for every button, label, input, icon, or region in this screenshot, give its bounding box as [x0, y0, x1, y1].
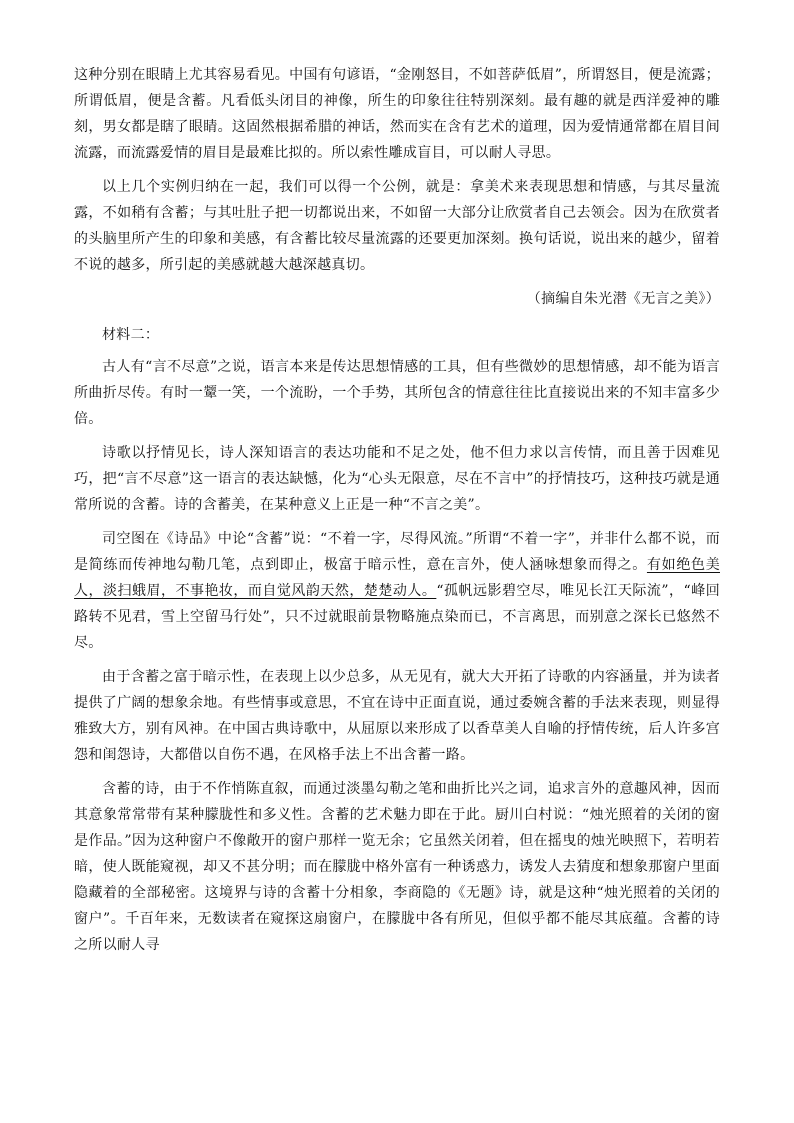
material2-heading: 材料二： [102, 327, 160, 343]
material1-source: （摘编自朱光潜《无言之美》） [526, 291, 720, 307]
material1-paragraph-2: 以上几个实例归纳在一起，我们可以得一个公例，就是：拿美术来表现思想和情感，与其尽量流露，不如稍有含蓄；与其吐肚子把一切都说出来，不如留一大部分让欣赏者自己去领会。因为在欣赏者的头脑里所产生的印象和美感，有含蓄比较尽量流露的还要更加深刻。换句话说，说出来的越少，留着不说的越多，所引起的美感就越大越深越真切。 [74, 179, 720, 273]
material2-paragraph-2: 诗歌以抒情见长，诗人深知语言的表达功能和不足之处，他不但力求以言传情，而且善于因难见巧，把“言不尽意”这一语言的表达缺憾，化为“心头无限意，尽在不言中”的抒情技巧，这种技巧就是通常所说的含蓄。诗的含蓄美，在某种意义上正是一种“不言之美”。 [74, 445, 720, 513]
underlined-sentence: 有如绝色美人，淡扫蛾眉，不事艳妆，而自觉风韵天然，楚楚动人。 [74, 557, 720, 599]
paragraph-3-text-before: 司空图在《诗品》中论“含蓄”说：“不着一字，尽得风流。”所谓“不着一字”，并非什么都不说，而是简练而传神地勾勒几笔，点到即止，极富于暗示性，意在言外，使人涵咏想象而得之。 [74, 531, 720, 573]
material2-paragraph-4: 由于含蓄之富于暗示性，在表现上以少总多，从无见有，就大大开拓了诗歌的内容涵量，并为读者提供了广阔的想象余地。有些情事或意思，不宜在诗中正面直说，通过委婉含蓄的手法来表现，则显得雅致大方，别有风神。在中国古典诗歌中，从屈原以来形成了以香草美人自喻的抒情传统，后人许多宫怨和闺怨诗，大都借以自伤不遇，在风格手法上不出含蓄一路。 [74, 669, 720, 763]
material2-paragraph-5: 含蓄的诗，由于不作悄陈直叙，而通过淡墨勾勒之笔和曲折比兴之词，追求言外的意趣风神，因而其意象常常带有某种朦胧性和多义性。含蓄的艺术魅力即在于此。厨川白村说：“烛光照着的关闭的窗是作品。”因为这种窗户不像敞开的窗户那样一览无余；它虽然关闭着，但在摇曳的烛光映照下，若明若暗，使人既能窥视，却又不甚分明；而在朦胧中格外富有一种诱惑力，诱发人去猜度和想象那窗户里面隐藏着的全部秘密。这境界与诗的含蓄十分相象，李商隐的《无题》诗，就是这种“烛光照着的关闭的窗户”。千百年来，无数读者在窥探这扇窗户，在朦胧中各有所见，但似乎都不能尽其底蕴。含蓄的诗之所以耐人寻 [74, 781, 720, 953]
material2-paragraph-3 [74, 526, 720, 656]
document-page [74, 62, 720, 966]
material2-paragraph-1: 古人有“言不尽意”之说，语言本来是传达思想情感的工具，但有些微妙的思想情感，却不能为语言所曲折尽传。有时一颦一笑，一个流盼，一个手势，其所包含的情意往往比直接说出来的不知丰富多少倍。 [74, 359, 720, 427]
paragraph-3-text-after: “孤帆远影碧空尽，唯见长江天际流”，“峰回路转不见君，雪上空留马行处”，只不过就眼前景物略施点染而已，不言离思，而别意之深长已悠然不尽。 [74, 583, 720, 651]
material1-paragraph-1: 这种分别在眼睛上尤其容易看见。中国有句谚语，“金刚怒目，不如菩萨低眉”，所谓怒目，便是流露；所谓低眉，便是含蓄。凡看低头闭目的神像，所生的印象往往特别深刻。最有趣的就是西洋爱神的雕刻，男女都是瞎了眼睛。这固然根据希腊的神话，然而实在含有艺术的道理，因为爱情通常都在眉目间流露，而流露爱情的眉目是最难比拟的。所以索性雕成盲目，可以耐人寻思。 [74, 67, 720, 161]
